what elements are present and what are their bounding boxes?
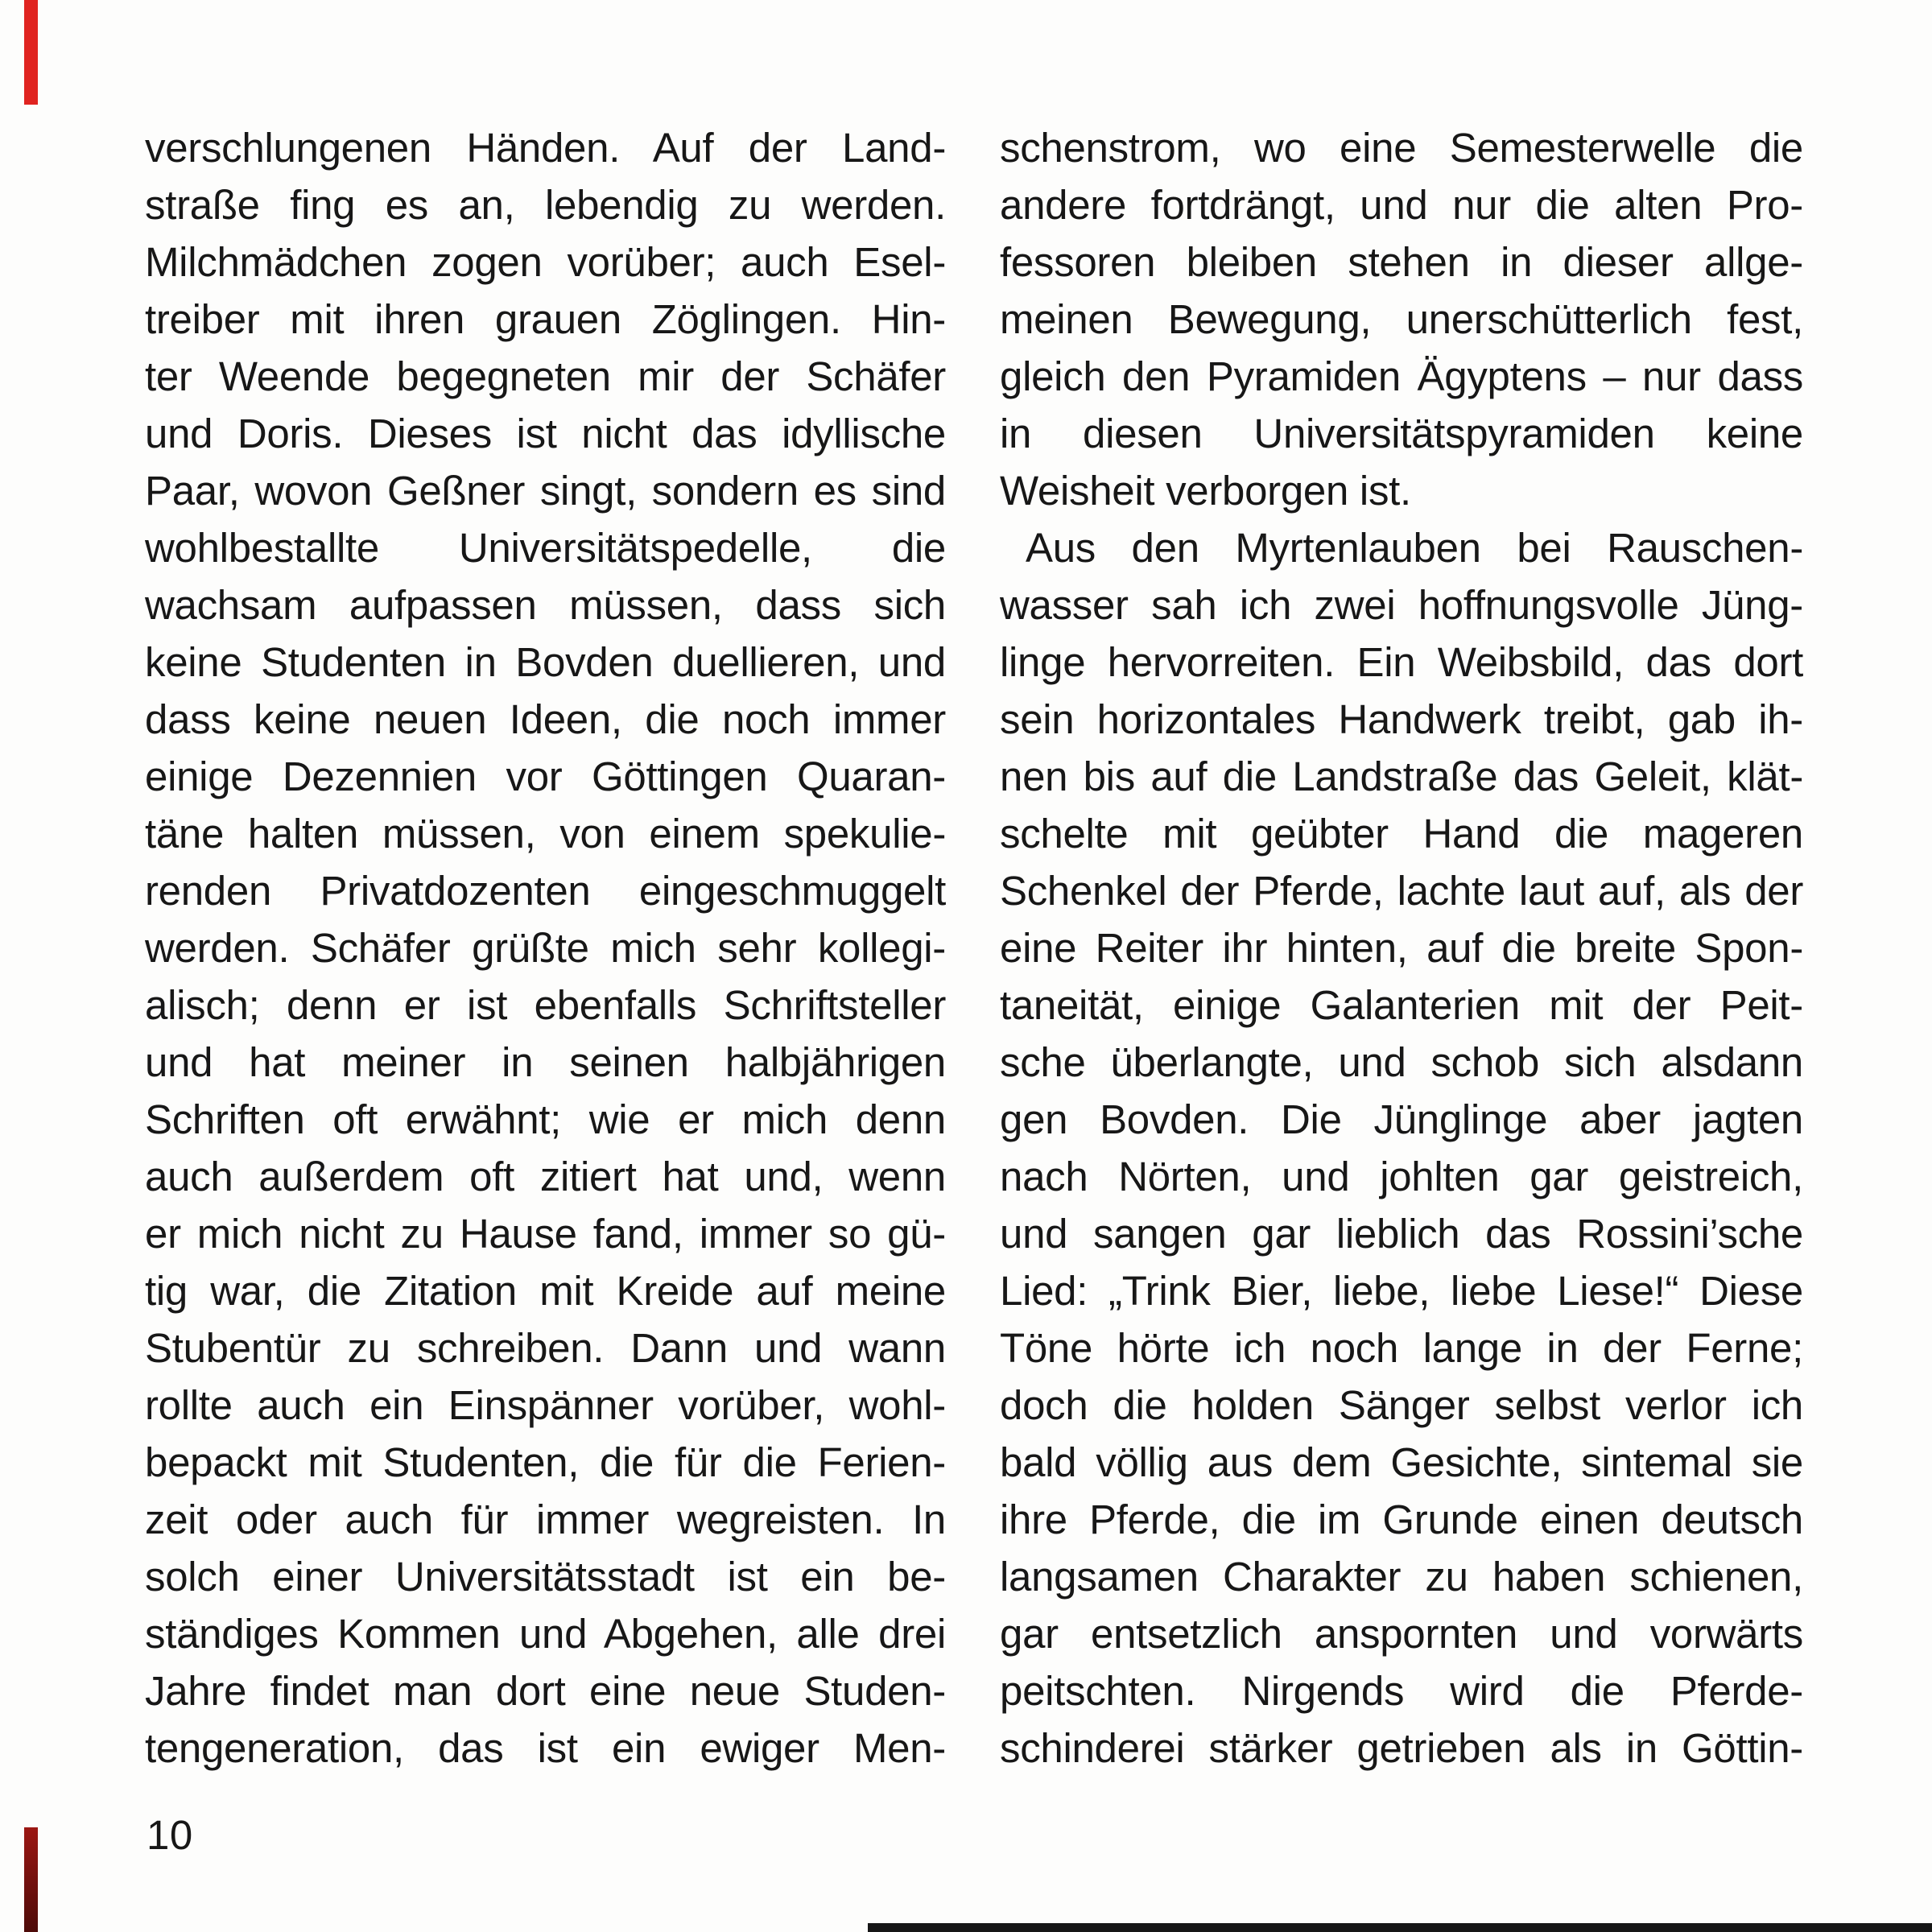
text-line: und sangen gar lieblich das Rossini’sche: [1000, 1211, 1803, 1257]
text-line: gleich den Pyramiden Ägyptens – nur dass: [1000, 353, 1803, 399]
text-line: treiber mit ihren grauen Zöglingen. Hin-: [145, 296, 946, 342]
text-line: werden. Schäfer grüßte mich sehr kollegi-: [145, 925, 946, 971]
text-line: wasser sah ich zwei hoffnungsvolle Jüng-: [1000, 582, 1803, 628]
text-line: zeit oder auch für immer wegreisten. In: [145, 1496, 946, 1542]
text-line: renden Privatdozenten eingeschmuggelt: [145, 868, 946, 914]
text-line: gen Bovden. Die Jünglinge aber jagten: [1000, 1096, 1803, 1142]
text-line: Schriften oft erwähnt; wie er mich denn: [145, 1096, 946, 1142]
black-edge-bar-bottom: [868, 1923, 1932, 1932]
text-line: ständiges Kommen und Abgehen, alle drei: [145, 1611, 946, 1657]
text-line: taneität, einige Galanterien mit der Peit-: [1000, 982, 1803, 1028]
text-line: wachsam aufpassen müssen, dass sich: [145, 582, 946, 628]
text-line: keine Studenten in Bovden duellieren, und: [145, 639, 946, 685]
text-line: rollte auch ein Einspänner vorüber, wohl-: [145, 1382, 946, 1428]
text-line: sein horizontales Handwerk treibt, gab ih-: [1000, 696, 1803, 742]
dark-edge-mark-bottom-left: [24, 1827, 38, 1932]
text-line: schinderei stärker getrieben als in Göttin-: [1000, 1725, 1803, 1771]
text-line: täne halten müssen, von einem spekulie-: [145, 811, 946, 857]
text-line: Schenkel der Pferde, lachte laut auf, als der: [1000, 868, 1803, 914]
text-line: und Doris. Dieses ist nicht das idyllische: [145, 411, 946, 456]
text-line: eine Reiter ihr hinten, auf die breite Spon-: [1000, 925, 1803, 971]
text-line: Aus den Myrtenlauben bei Rauschen-: [1026, 525, 1803, 571]
text-line: bald völlig aus dem Gesichte, sintemal sie: [1000, 1439, 1803, 1485]
text-line: in diesen Universitätspyramiden keine: [1000, 411, 1803, 456]
text-line: linge hervorreiten. Ein Weibsbild, das dort: [1000, 639, 1803, 685]
text-line: auch außerdem oft zitiert hat und, wenn: [145, 1154, 946, 1199]
text-line: Milchmädchen zogen vorüber; auch Esel-: [145, 239, 946, 285]
text-line: verschlungenen Händen. Auf der Land-: [145, 125, 946, 171]
text-line: nach Nörten, und johlten gar geistreich,: [1000, 1154, 1803, 1199]
text-line: Stubentür zu schreiben. Dann und wann: [145, 1325, 946, 1371]
text-line: tig war, die Zitation mit Kreide auf meine: [145, 1268, 946, 1314]
text-line: Weisheit verborgen ist.: [1000, 468, 1411, 514]
text-line: solch einer Universitätsstadt ist ein be-: [145, 1554, 946, 1600]
text-line: ihre Pferde, die im Grunde einen deutsch: [1000, 1496, 1803, 1542]
text-line: meinen Bewegung, unerschütterlich fest,: [1000, 296, 1803, 342]
text-line: sche überlangte, und schob sich alsdann: [1000, 1039, 1803, 1085]
text-line: nen bis auf die Landstraße das Geleit, klät-: [1000, 753, 1803, 799]
text-column-right: [1000, 119, 1803, 1777]
text-line: Jahre findet man dort eine neue Studen-: [145, 1668, 946, 1714]
text-column-left: [145, 119, 946, 1777]
text-line: andere fortdrängt, und nur die alten Pro-: [1000, 182, 1803, 228]
text-line: einige Dezennien vor Göttingen Quaran-: [145, 753, 946, 799]
text-line: schenstrom, wo eine Semesterwelle die: [1000, 125, 1803, 171]
page-number: 10: [147, 1812, 193, 1858]
red-edge-mark-top-left: [24, 0, 38, 105]
text-line: Lied: „Trink Bier, liebe, liebe Liese!“ Diese: [1000, 1268, 1803, 1314]
text-line: langsamen Charakter zu haben schienen,: [1000, 1554, 1803, 1600]
text-line: Paar, wovon Geßner singt, sondern es sind: [145, 468, 946, 514]
text-line: dass keine neuen Ideen, die noch immer: [145, 696, 946, 742]
text-line: tengeneration, das ist ein ewiger Men-: [145, 1725, 946, 1771]
text-line: gar entsetzlich anspornten und vorwärts: [1000, 1611, 1803, 1657]
text-line: bepackt mit Studenten, die für die Ferien-: [145, 1439, 946, 1485]
text-line: wohlbestallte Universitätspedelle, die: [145, 525, 946, 571]
text-line: doch die holden Sänger selbst verlor ich: [1000, 1382, 1803, 1428]
text-line: ter Weende begegneten mir der Schäfer: [145, 353, 946, 399]
text-line: und hat meiner in seinen halbjährigen: [145, 1039, 946, 1085]
text-line: er mich nicht zu Hause fand, immer so gü-: [145, 1211, 946, 1257]
text-line: straße fing es an, lebendig zu werden.: [145, 182, 946, 228]
text-line: schelte mit geübter Hand die mageren: [1000, 811, 1803, 857]
text-line: alisch; denn er ist ebenfalls Schriftsteller: [145, 982, 946, 1028]
text-line: peitschten. Nirgends wird die Pferde-: [1000, 1668, 1803, 1714]
text-line: fessoren bleiben stehen in dieser allge-: [1000, 239, 1803, 285]
text-line: Töne hörte ich noch lange in der Ferne;: [1000, 1325, 1803, 1371]
